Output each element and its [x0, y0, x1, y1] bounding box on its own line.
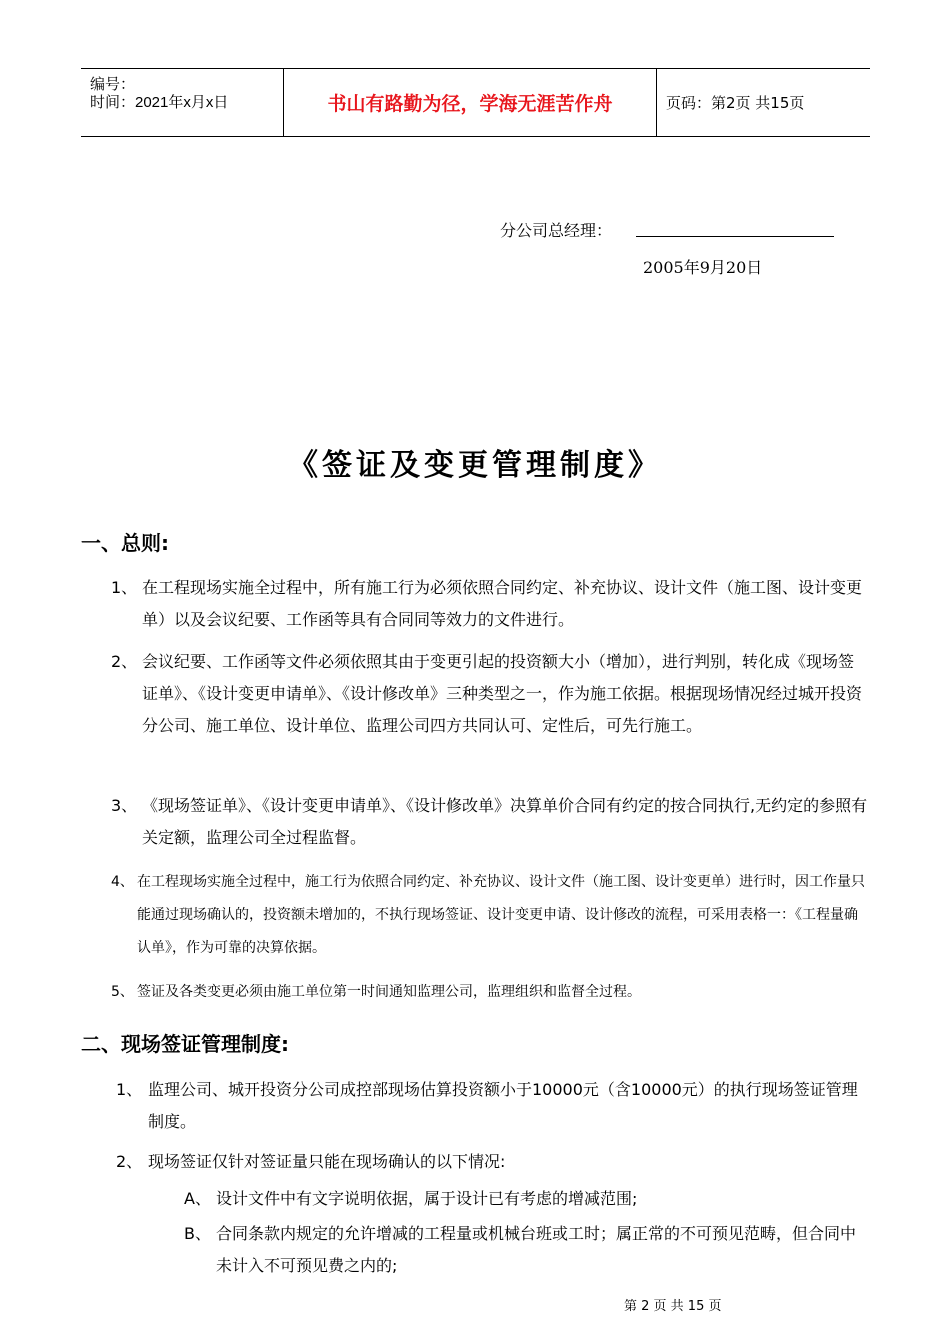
list-item	[116, 1146, 868, 1178]
list-item-text: 在工程现场实施全过程中，施工行为依照合同约定、补充协议、设计文件（施工图、设计变更单）进行时，因工作量只能通过现场确认的，投资额未增加的，不执行现场签证、设计变更申请、设计修改的流程，可采用表格一：《工程量确认单》，作为可靠的决算依据。	[137, 874, 865, 956]
sub-list-item	[184, 1218, 868, 1282]
sub-list-item-text: 合同条款内规定的允许增减的工程量或机械台班或工时；属正常的不可预见范畴，但合同中未计入不可预见费之内的;	[216, 1224, 857, 1275]
header-page-label: 页码：第2页 共15页	[666, 94, 805, 112]
sub-list-item-letter: B、	[184, 1224, 211, 1243]
list-item-number: 1、	[116, 1080, 143, 1099]
page-title: 《签证及变更管理制度》	[288, 448, 662, 483]
time-label: 时间：2021年x月x日	[90, 94, 229, 111]
list-item-text: 会议纪要、工作函等文件必须依照其由于变更引起的投资额大小（增加），进行判别，转化成《现场签证单》、《设计变更申请单》、《设计修改单》三种类型之一，作为施工依据。根据现场情况经过城开投资分公司、施工单位、设计单位、监理公司四方共同认可、定性后，可先行施工。	[142, 652, 863, 735]
list-item	[111, 572, 868, 636]
list-item	[111, 646, 868, 742]
list-item-number: 4、	[111, 874, 134, 890]
sub-list-item-letter: A、	[184, 1189, 211, 1208]
list-item-text: 签证及各类变更必须由施工单位第一时间通知监理公司，监理组织和监督全过程。	[137, 984, 641, 1000]
list-item-number: 3、	[111, 796, 138, 815]
list-item-text: 《现场签证单》、《设计变更申请单》、《设计修改单》决算单价合同有约定的按合同执行,无约定的参照有关定额，监理公司全过程监督。	[142, 796, 868, 847]
list-item	[116, 1074, 868, 1138]
sub-list-item-text: 设计文件中有文字说明依据，属于设计已有考虑的增减范围;	[216, 1189, 638, 1208]
document-header	[81, 68, 870, 137]
list-item	[111, 866, 868, 965]
list-item-text: 监理公司、城开投资分公司成控部现场估算投资额小于10000元（含10000元）的执行现场签证管理制度。	[148, 1080, 858, 1131]
list-item	[111, 790, 868, 854]
list-item-text: 在工程现场实施全过程中，所有施工行为必须依照合同约定、补充协议、设计文件（施工图、设计变更单）以及会议纪要、工作函等具有合同同等效力的文件进行。	[142, 578, 863, 629]
header-motto: 书山有路勤为径，学海无涯苦作舟	[284, 69, 657, 136]
list-item-number: 1、	[111, 578, 138, 597]
signature-date: 2005年9月20日	[643, 258, 763, 277]
list-item	[111, 976, 868, 1009]
list-item-number: 2、	[111, 652, 138, 671]
list-item-number: 5、	[111, 984, 134, 1000]
list-item-number: 2、	[116, 1152, 143, 1171]
signature-rule	[636, 236, 834, 237]
sub-list-item	[184, 1183, 868, 1215]
section2-heading: 二、现场签证管理制度:	[81, 1032, 289, 1056]
section1-heading: 一、总则:	[81, 531, 169, 555]
header-meta-cell	[81, 69, 284, 136]
number-label: 编号：	[90, 76, 136, 93]
signature-label: 分公司总经理：	[500, 221, 613, 240]
page-footer: 第 2 页 共 15 页	[624, 1299, 722, 1314]
list-item-text: 现场签证仅针对签证量只能在现场确认的以下情况:	[148, 1152, 506, 1171]
